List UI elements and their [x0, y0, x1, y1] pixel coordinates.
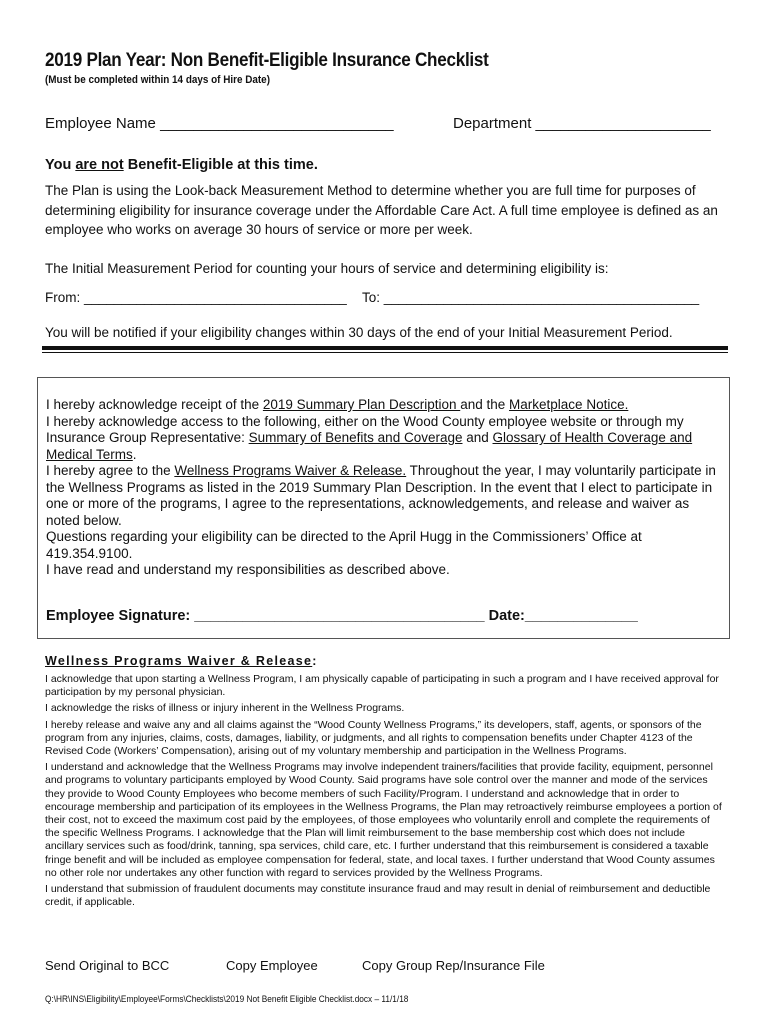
wellness-waiver-link: Wellness Programs Waiver & Release.: [174, 463, 407, 478]
waiver-body: [45, 673, 725, 912]
acknowledgement-box: [37, 377, 730, 639]
notify-paragraph: You will be notified if your eligibility changes within 30 days of the end of your Initial Measurement Period.: [45, 325, 673, 340]
section-divider-thick: [42, 346, 728, 350]
from-label: From:: [45, 290, 81, 305]
status-emphasis: are not: [75, 157, 124, 173]
from-line[interactable]: ___________________________________: [84, 290, 347, 305]
measurement-paragraph: The Initial Measurement Period for counting your hours of service and determining eligibility is:: [45, 261, 609, 276]
period-to-field[interactable]: [362, 290, 699, 305]
page-subtitle: (Must be completed within 14 days of Hire Date): [45, 74, 270, 86]
to-label: To:: [362, 290, 381, 305]
waiver-paragraph: I acknowledge the risks of illness or injury inherent in the Wellness Programs.: [45, 702, 405, 715]
date-label: Date:: [488, 608, 525, 624]
to-line[interactable]: __________________________________________: [383, 290, 700, 305]
waiver-paragraph: I acknowledge that upon starting a Wellness Program, I am physically capable of participating in such a program and I have received approval for participation by my personal physician.: [45, 673, 719, 699]
signature-row: [46, 608, 638, 624]
employee-name-line[interactable]: ____________________________: [160, 115, 394, 132]
signature-line[interactable]: ____________________________________: [194, 608, 485, 624]
summary-benefits-link: Summary of Benefits and Coverage: [248, 430, 463, 445]
ack-wellness: I hereby agree to the Wellness Programs Waiver & Release. Throughout the year, I may voluntarily participate in the Wellness Programs as listed in the 2019 Summary Plan Description. In the event that I elect to participate in one or more of the programs, I agree to the representations, acknowledgements, and release and waiver as noted below.: [46, 463, 716, 528]
eligibility-status: You are not Benefit-Eligible at this time.: [45, 157, 318, 173]
department-line[interactable]: _____________________: [535, 115, 711, 132]
page-title: 2019 Plan Year: Non Benefit-Eligible Insurance Checklist: [45, 50, 489, 71]
department-field[interactable]: [453, 115, 711, 132]
routing-copy-employee: Copy Employee: [226, 958, 318, 973]
glossary-link: Glossary of Health Coverage and Medical Terms: [46, 430, 693, 462]
waiver-heading: Wellness Programs Waiver & Release:: [45, 654, 318, 668]
intro-paragraph: The Plan is using the Look-back Measurement Method to determine whether you are full time for purposes of determining eligibility for insurance coverage under the Affordable Care Act. A full time employee is defined as an employee who works on average 30 hours of service or more per week.: [45, 183, 718, 237]
ack-access: I hereby acknowledge access to the following, either on the Wood County employee website or through my Insurance Group Representative: Summary of Benefits and Coverage and Glossary of Health Coverage and Medical Terms.: [46, 413, 693, 462]
file-path-footer: Q:\HR\INS\Eligibility\Employee\Forms\Checklists\2019 Not Benefit Eligible Checklist.docx – 11/1/18: [45, 994, 409, 1004]
ack-understand: I have read and understand my responsibilities as described above.: [46, 562, 450, 577]
period-from-field[interactable]: [45, 290, 347, 305]
waiver-paragraph: I understand and acknowledge that the Wellness Programs may involve independent trainers/facilities that provide facility, equipment, personnel and programs to voluntary participants employed by Wood County. Said programs have sole control over the manner and mode of the services they provide to Wood County Employees who become members of such Facility/Program. I understand and acknowledge that in order to encourage membership and participation of its employees in the Wellness Programs, the Plan may retroactively reimburse employees a portion of their cost, not to exceed the maximum cost paid by the employees, of those employees who voluntarily enroll and complete the requirements of the specific Wellness Programs. I acknowledge that the Plan will limit reimbursement to the base membership cost which does not include ancillary services such as food/drink, tanning, spa services, child care, etc. I further understand that this reimbursement is considered a taxable fringe benefit and will be included as employee compensation for federal, state, and local taxes. I further understand that Wood County assumes no other role nor undertakes any other function with regard to services provided by the Wellness Programs.: [45, 761, 722, 879]
marketplace-notice-link: Marketplace Notice.: [509, 397, 629, 412]
ack-questions: Questions regarding your eligibility can be directed to the April Hugg in the Commissioners’ Office at 419.354.9100.: [46, 529, 642, 561]
routing-copy-group: Copy Group Rep/Insurance File: [362, 958, 545, 973]
ack-receipt: I hereby acknowledge receipt of the 2019 Summary Plan Description and the Marketplace Notice.: [46, 397, 629, 412]
employee-name-field[interactable]: [45, 115, 394, 132]
employee-name-label: Employee Name: [45, 115, 156, 132]
section-divider-thin: [42, 352, 728, 353]
summary-plan-description-link: 2019 Summary Plan Description: [262, 397, 461, 412]
waiver-paragraph: I understand that submission of fraudulent documents may constitute insurance fraud and may result in denial of reimbursement and deductible credit, if applicable.: [45, 883, 711, 909]
date-line[interactable]: ______________: [524, 608, 638, 624]
routing-original: Send Original to BCC: [45, 958, 170, 973]
signature-label: Employee Signature:: [46, 608, 191, 624]
department-label: Department: [453, 115, 532, 132]
waiver-paragraph: I hereby release and waive any and all claims against the “Wood County Wellness Programs,” its developers, staff, agents, or sponsors of the program from any injuries, claims, costs, damages, liability, or judgments, and all rights to compensation benefits under Chapter 4123 of the Revised Code (Workers’ Compensation), arising out of my voluntary membership and participation in the Wellness Programs.: [45, 718, 702, 758]
